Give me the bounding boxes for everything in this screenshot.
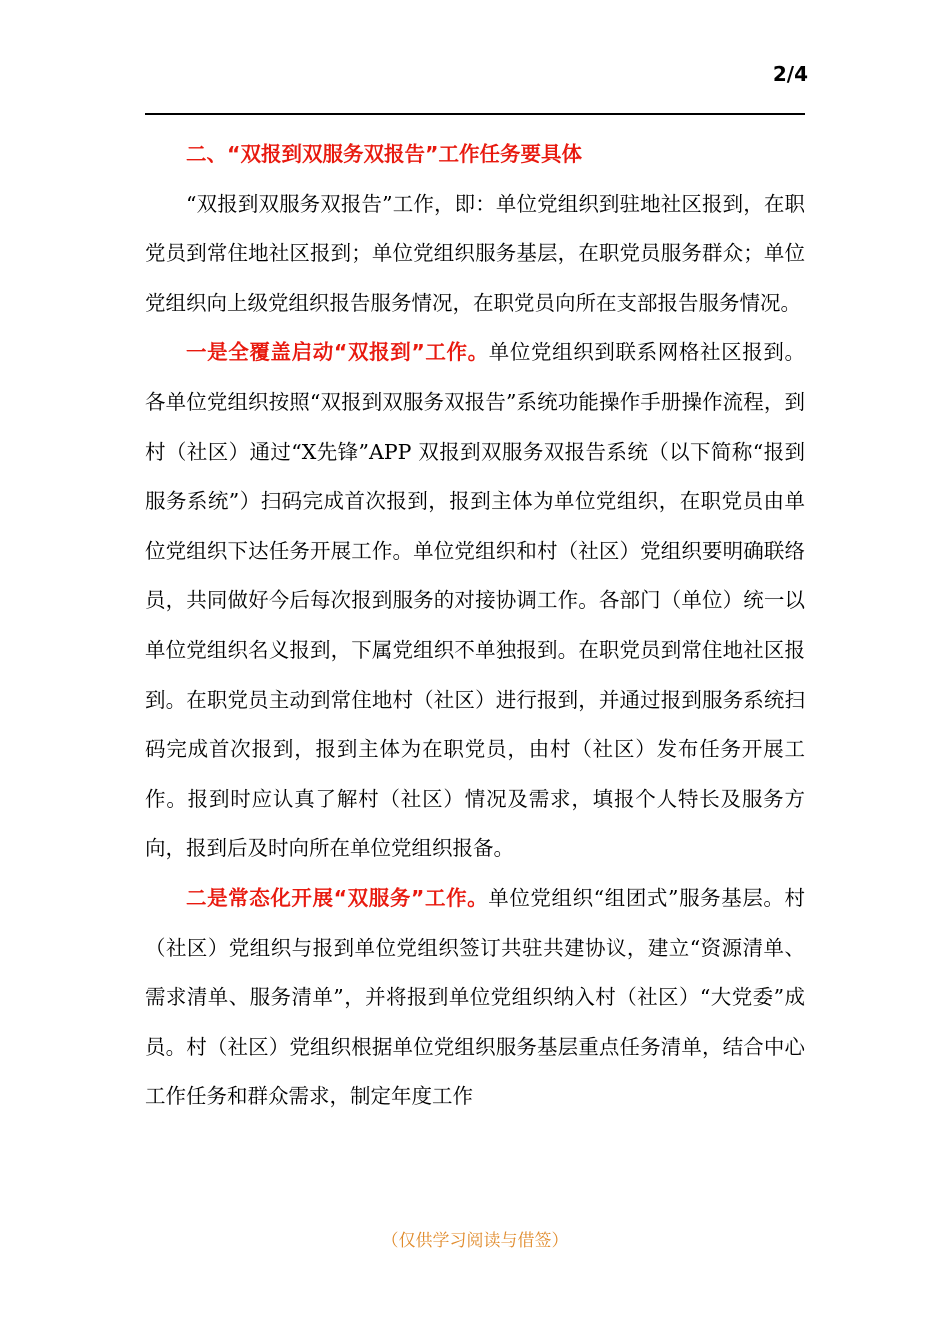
paragraph-lead: 二是常态化开展“双服务”工作。 <box>186 885 489 910</box>
page-number: 2/4 <box>772 62 808 86</box>
paragraph-double-service <box>145 874 805 1122</box>
section-heading: 二、“双报到双服务双报告”工作任务要具体 <box>186 142 582 166</box>
header-rule <box>145 113 805 115</box>
footer-note: （仅供学习阅读与借签） <box>381 1231 569 1251</box>
paragraph-lead: 一是全覆盖启动“双报到”工作。 <box>186 340 489 365</box>
intro-paragraph: “双报到双服务双报告”工作，即：单位党组织到驻地社区报到，在职党员到常住地社区报到；单位党组织服务基层，在职党员服务群众；单位党组织向上级党组织报告服务情况，在职党员向所在支部报告服务情况。 <box>145 191 805 315</box>
paragraph-body: 单位党组织到联系网格社区报到。各单位党组织按照“双报到双服务双报告”系统功能操作手册操作流程，到村（社区）通过“X先锋”APP 双报到双服务双报告系统（以下简称“报到服务系统”）扫码完成首次报到，报到主体为单位党组织，在职党员由单位党组织下达任务开展工作。单位党组织和村（社区）党组织要明确联络员，共同做好今后每次报到服务的对接协调工作。各部门（单位）统一以单位党组织名义报到，下属党组织不单独报到。在职党员到常住地社区报到。在职党员主动到常住地村（社区）进行报到，并通过报到服务系统扫码完成首次报到，报到主体为在职党员，由村（社区）发布任务开展工作。报到时应认真了解村（社区）情况及需求，填报个人特长及服务方向，报到后及时向所在单位党组织报备。 <box>145 340 805 861</box>
paragraph-double-report <box>145 328 805 874</box>
paragraph-body: 单位党组织“组团式”服务基层。村（社区）党组织与报到单位党组织签订共驻共建协议，建立“资源清单、需求清单、服务清单”，并将报到单位党组织纳入村（社区）“大党委”成员。村（社区）党组织根据单位党组织服务基层重点任务清单，结合中心工作任务和群众需求，制定年度工作 <box>145 885 805 1109</box>
document-body <box>145 130 805 1122</box>
